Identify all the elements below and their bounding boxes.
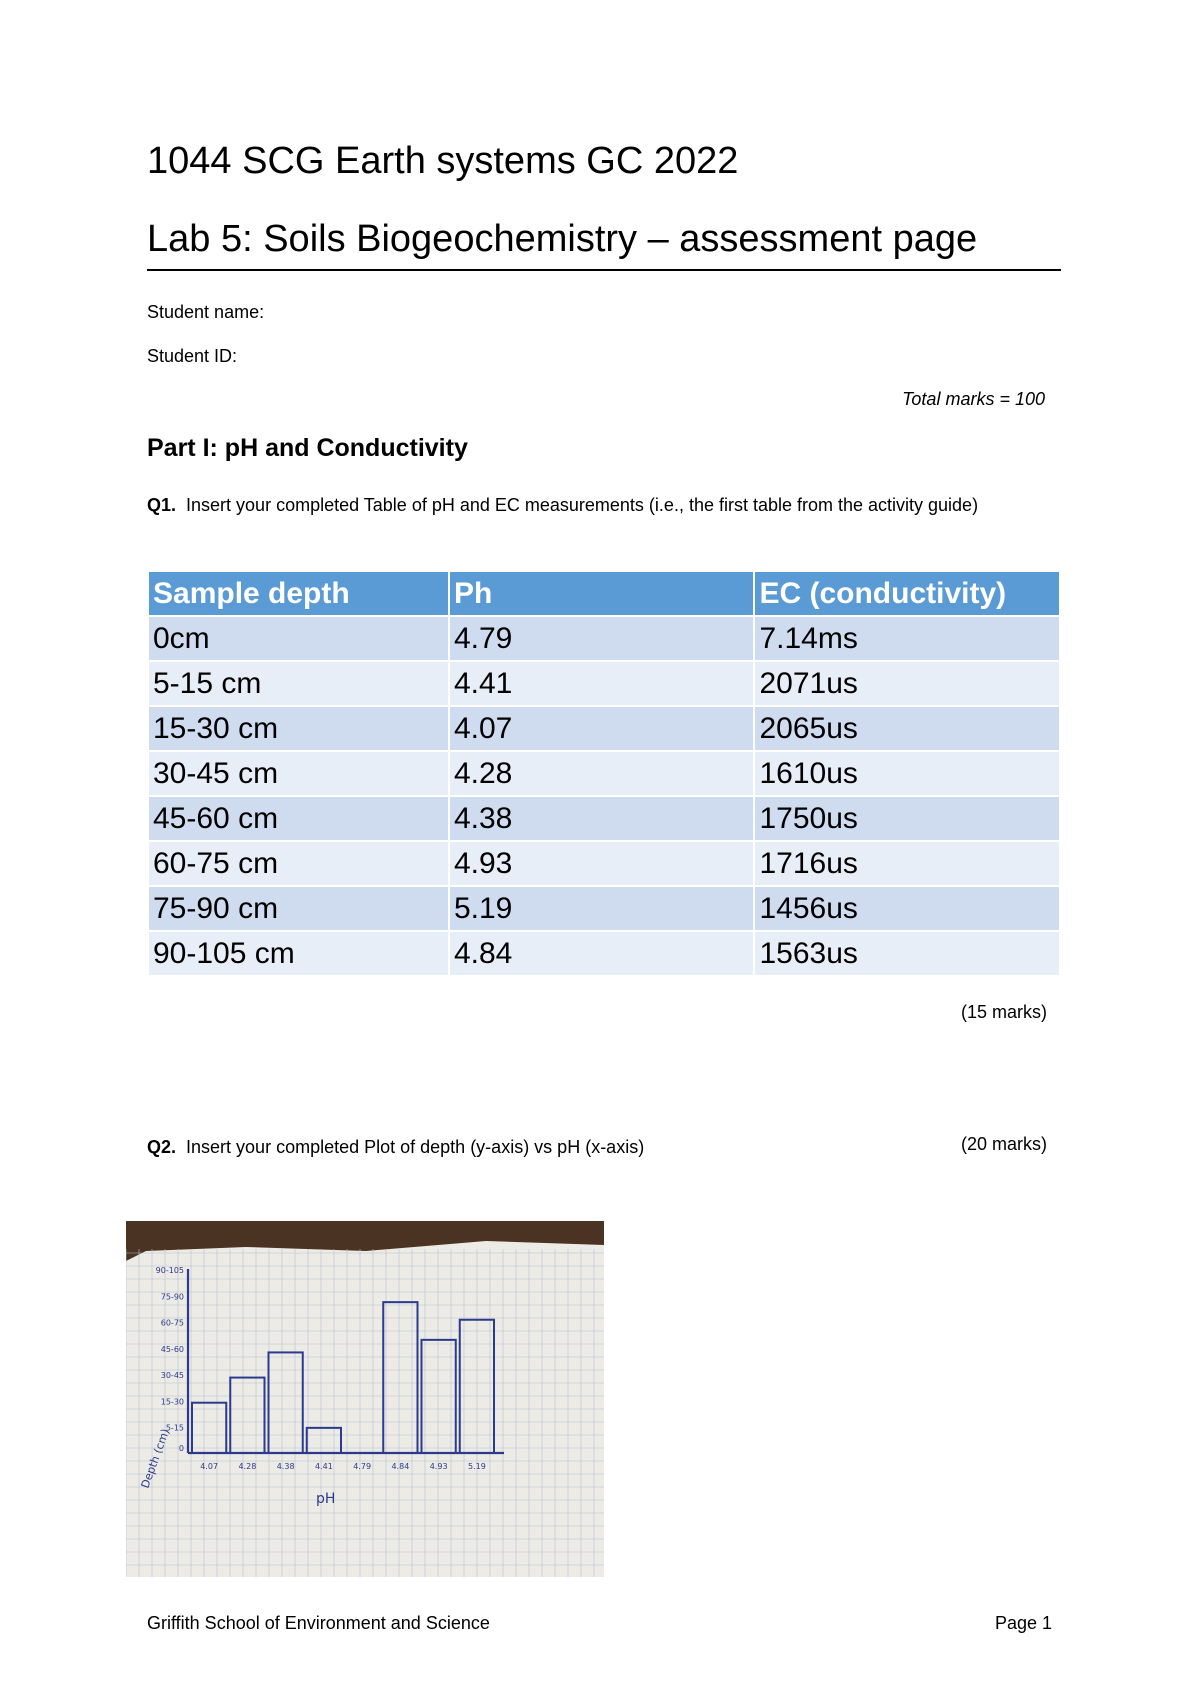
cell-depth: 90-105 cm [149,932,448,975]
table-row [149,662,1059,705]
table-row [149,752,1059,795]
y-axis-label: Depth (cm) [138,1426,173,1491]
cell-depth: 15-30 cm [149,707,448,750]
question-2 [147,1134,867,1160]
question-1-number: Q1. [147,495,177,515]
cell-ec: 1456us [755,887,1059,930]
header-ec: EC (conductivity) [755,572,1059,615]
cell-depth: 30-45 cm [149,752,448,795]
x-tick-label: 4.38 [276,1462,295,1471]
y-tick-label: 0 [178,1444,184,1453]
question-1-marks: (15 marks) [960,1002,1047,1022]
cell-ec: 1563us [755,932,1059,975]
course-title: 1044 SCG Earth systems GC 2022 [147,140,739,182]
cell-ph: 4.07 [450,707,754,750]
title-underline [147,269,1061,271]
y-tick-label: 5-15 [165,1423,184,1433]
ph-ec-table [147,570,1061,977]
cell-ec: 2065us [755,707,1059,750]
table-header-row [149,572,1059,615]
cell-ec: 1610us [755,752,1059,795]
cell-ph: 4.28 [450,752,754,795]
table-row [149,842,1059,885]
y-tick-label: 45-60 [160,1344,184,1354]
cell-ph: 4.93 [450,842,754,885]
part-heading: Part I: pH and Conductivity [147,434,468,462]
cell-ec: 1750us [755,797,1059,840]
question-1-text: Insert your completed Table of pH and EC measurements (i.e., the first table from the activity guide) [186,495,979,515]
header-sample-depth: Sample depth [149,572,448,615]
x-tick-label: 5.19 [467,1462,486,1471]
x-tick-label: 4.84 [391,1462,410,1471]
y-tick-label: 30-45 [160,1371,184,1381]
x-tick-label: 4.28 [238,1462,257,1471]
table-row [149,617,1059,660]
cell-ph: 4.84 [450,932,754,975]
cell-ph: 4.38 [450,797,754,840]
footer-school: Griffith School of Environment and Science [147,1613,490,1633]
x-tick-label: 4.93 [429,1462,448,1471]
y-tick-label: 90-105 [155,1266,184,1275]
cell-ec: 7.14ms [755,617,1059,660]
question-2-marks: (20 marks) [960,1134,1047,1154]
cell-depth: 75-90 cm [149,887,448,930]
table-row [149,932,1059,975]
student-id-label: Student ID: [147,346,238,366]
x-tick-label: 4.79 [353,1462,372,1471]
cell-ph: 4.41 [450,662,754,705]
table-row [149,797,1059,840]
cell-ph: 4.79 [450,617,754,660]
y-tick-label: 15-30 [160,1397,184,1407]
student-name-label: Student name: [147,302,265,322]
cell-depth: 60-75 cm [149,842,448,885]
question-2-number: Q2. [147,1137,177,1157]
x-axis-label: pH [316,1491,336,1507]
hand-drawn-plot-photo [126,1221,604,1577]
footer-page-number: Page 1 [994,1613,1052,1633]
total-marks: Total marks = 100 [902,389,1045,409]
cell-ec: 1716us [755,842,1059,885]
table-row [149,887,1059,930]
cell-ec: 2071us [755,662,1059,705]
y-tick-label: 60-75 [160,1318,184,1328]
cell-depth: 0cm [149,617,448,660]
x-tick-label: 4.07 [200,1462,219,1471]
lab-title: Lab 5: Soils Biogeochemistry – assessment page [147,218,978,260]
question-2-text: Insert your completed Plot of depth (y-axis) vs pH (x-axis) [186,1137,645,1157]
y-tick-label: 75-90 [160,1292,184,1302]
header-ph: Ph [450,572,754,615]
cell-depth: 5-15 cm [149,662,448,705]
x-tick-label: 4.41 [314,1462,333,1471]
table-row [149,707,1059,750]
cell-depth: 45-60 cm [149,797,448,840]
cell-ph: 5.19 [450,887,754,930]
question-1 [147,492,1047,518]
